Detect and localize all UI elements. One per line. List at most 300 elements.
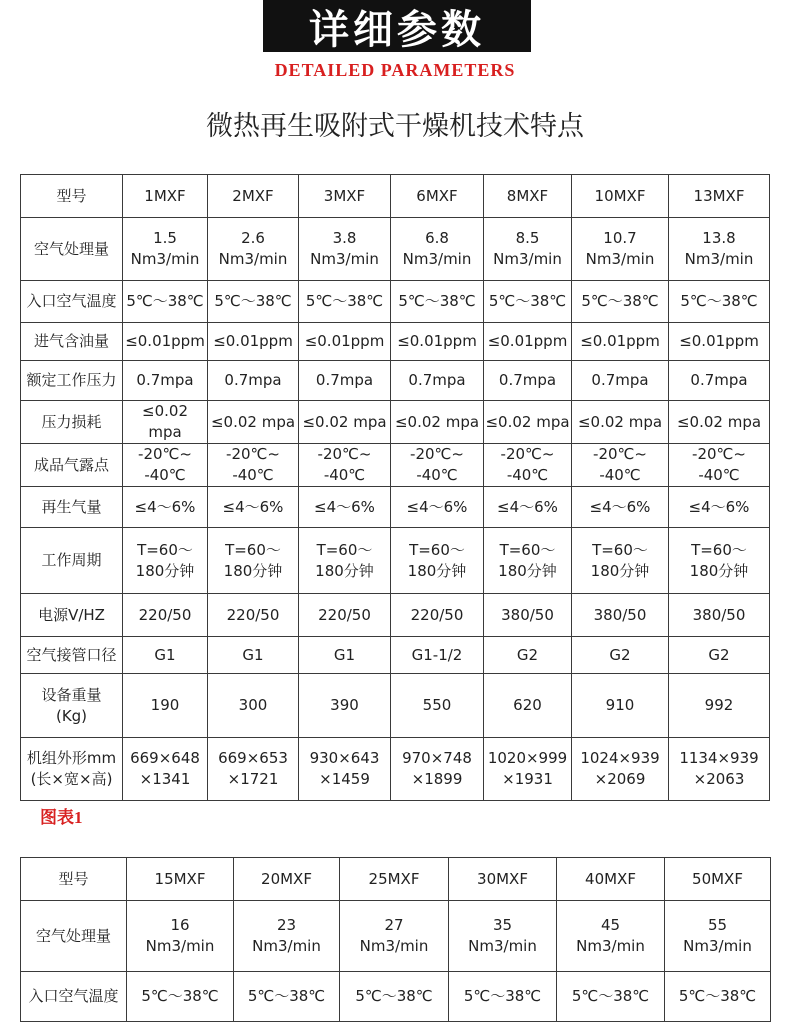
cell-value: 5℃～38℃ bbox=[678, 987, 757, 1005]
cell-value: ≤0.02 mpa bbox=[210, 412, 296, 431]
table-row bbox=[21, 401, 770, 444]
cell-value: ≤0.01ppm bbox=[125, 332, 205, 350]
cell-value: 6.8 bbox=[425, 229, 449, 247]
row-label bbox=[21, 401, 123, 444]
row-label-line: (长×宽×高) bbox=[30, 770, 113, 788]
cell-value: 1134×939 bbox=[679, 749, 759, 767]
cell-value: 5℃～38℃ bbox=[126, 292, 204, 310]
table-cell bbox=[299, 528, 391, 594]
table-cell bbox=[669, 175, 770, 218]
table-cell bbox=[484, 175, 572, 218]
cell-value: 5℃～38℃ bbox=[305, 292, 384, 310]
table-cell bbox=[669, 281, 770, 323]
cell-value: ≤0.01ppm bbox=[487, 332, 568, 350]
cell-value: 5℃～38℃ bbox=[214, 292, 292, 310]
cell-value: -20℃~ bbox=[692, 445, 746, 463]
cell-value: ≤4～6% bbox=[688, 497, 750, 516]
table-cell bbox=[391, 594, 484, 637]
cell-value: Nm3/min bbox=[576, 937, 645, 955]
cell-value: 1MXF bbox=[144, 186, 186, 205]
cell-value: 15MXF bbox=[154, 869, 206, 888]
table-cell bbox=[484, 281, 572, 323]
row-label-line: 入口空气温度 bbox=[26, 292, 117, 310]
row-label-line: 额定工作压力 bbox=[26, 371, 117, 389]
cell-value: G2 bbox=[609, 645, 631, 664]
table-cell bbox=[340, 901, 449, 972]
cell-value: T=60～ bbox=[225, 540, 281, 559]
table-cell bbox=[391, 738, 484, 801]
cell-value: 23 bbox=[276, 916, 297, 934]
cell-value: -20℃~ bbox=[410, 445, 464, 463]
table-cell bbox=[484, 594, 572, 637]
row-label-line: 空气处理量 bbox=[35, 926, 111, 945]
cell-value: 20MXF bbox=[261, 869, 312, 888]
table-cell bbox=[234, 858, 340, 901]
cell-value: ≤0.01ppm bbox=[679, 332, 759, 350]
table-cell bbox=[234, 972, 340, 1022]
table-cell bbox=[391, 175, 484, 218]
table-cell bbox=[299, 594, 391, 637]
table-row bbox=[21, 972, 771, 1022]
cell-value: ≤0.02 mpa bbox=[302, 412, 387, 431]
cell-value: 220/50 bbox=[226, 605, 280, 624]
table-cell bbox=[484, 361, 572, 401]
cell-value: 35 bbox=[492, 916, 513, 934]
row-label bbox=[21, 594, 123, 637]
row-label-line: 型号 bbox=[58, 869, 89, 888]
cell-value: 5℃～38℃ bbox=[571, 987, 650, 1005]
cell-value: T=60～ bbox=[316, 540, 373, 559]
cell-value: T=60～ bbox=[137, 540, 193, 559]
cell-value: 669×653 bbox=[218, 749, 288, 767]
cell-value: Nm3/min bbox=[585, 250, 655, 268]
cell-value: 3.8 bbox=[332, 229, 357, 247]
cell-value: -20℃~ bbox=[226, 445, 280, 463]
table-row bbox=[21, 218, 770, 281]
table-cell bbox=[208, 323, 299, 361]
table-row bbox=[21, 487, 770, 528]
table-cell bbox=[391, 674, 484, 738]
cell-value: ≤4～6% bbox=[314, 497, 375, 516]
cell-value: 10.7 bbox=[603, 229, 637, 247]
table-cell bbox=[572, 175, 669, 218]
table-cell bbox=[123, 361, 208, 401]
cell-value: 5℃～38℃ bbox=[141, 987, 219, 1005]
table-cell bbox=[665, 858, 771, 901]
cell-value: ≤0.01ppm bbox=[580, 332, 660, 350]
cell-value: ×1341 bbox=[139, 770, 191, 788]
table-cell bbox=[208, 175, 299, 218]
section-subtitle: DETAILED PARAMETERS bbox=[274, 60, 516, 80]
cell-value: 2.6 bbox=[241, 229, 265, 247]
cell-value: 5℃～38℃ bbox=[247, 987, 326, 1005]
table-cell bbox=[572, 674, 669, 738]
cell-value: 930×643 bbox=[309, 749, 380, 767]
table-cell bbox=[669, 528, 770, 594]
cell-value: Nm3/min bbox=[310, 250, 379, 268]
cell-value: 1.5 bbox=[153, 229, 177, 247]
cell-value: Nm3/min bbox=[684, 250, 754, 268]
cell-value: ×1459 bbox=[319, 770, 370, 788]
cell-value: ≤0.01ppm bbox=[397, 332, 477, 350]
table-cell bbox=[299, 401, 391, 444]
table-cell bbox=[127, 972, 234, 1022]
table-cell bbox=[234, 901, 340, 972]
table-cell bbox=[208, 594, 299, 637]
section-banner bbox=[263, 0, 531, 52]
table-cell bbox=[208, 401, 299, 444]
row-label bbox=[21, 218, 123, 281]
cell-value: 2MXF bbox=[232, 186, 274, 205]
table-cell bbox=[572, 218, 669, 281]
table-cell bbox=[391, 361, 484, 401]
table-cell bbox=[123, 401, 208, 444]
table-cell bbox=[557, 901, 665, 972]
table-cell bbox=[391, 487, 484, 528]
cell-value: 0.7mpa bbox=[315, 371, 374, 389]
table-cell bbox=[123, 637, 208, 674]
table-cell bbox=[391, 218, 484, 281]
table-cell bbox=[572, 637, 669, 674]
row-label-line: 再生气量 bbox=[41, 497, 102, 516]
table-cell bbox=[484, 674, 572, 738]
cell-value: ≤4～6% bbox=[589, 497, 651, 516]
row-label-line: 空气接管口径 bbox=[26, 645, 117, 664]
table-cell bbox=[208, 281, 299, 323]
table-cell bbox=[669, 401, 770, 444]
cell-value: 992 bbox=[704, 696, 734, 714]
cell-value: 620 bbox=[513, 696, 542, 714]
cell-value: Nm3/min bbox=[359, 937, 429, 955]
table-cell bbox=[572, 444, 669, 487]
table-cell bbox=[669, 444, 770, 487]
cell-value: ×1931 bbox=[502, 770, 553, 788]
table-cell bbox=[123, 323, 208, 361]
cell-value: ≤0.01ppm bbox=[213, 332, 293, 350]
table-row bbox=[21, 594, 770, 637]
cell-value: -40℃ bbox=[416, 466, 458, 484]
cell-value: 55 bbox=[707, 916, 728, 934]
table-cell bbox=[449, 858, 557, 901]
table-cell bbox=[123, 218, 208, 281]
cell-value: G1 bbox=[333, 645, 356, 664]
table-cell bbox=[484, 528, 572, 594]
row-label-line: 设备重量 bbox=[41, 685, 102, 704]
cell-value: ≤0.02 mpa bbox=[577, 412, 663, 431]
table-cell bbox=[391, 323, 484, 361]
cell-value: 5℃～38℃ bbox=[355, 987, 433, 1005]
cell-value: 380/50 bbox=[593, 605, 647, 624]
cell-value: -20℃~ bbox=[317, 445, 372, 463]
row-label-line: 进气含油量 bbox=[33, 332, 109, 350]
table-cell bbox=[572, 594, 669, 637]
cell-value: 1024×939 bbox=[580, 749, 660, 767]
cell-value: 220/50 bbox=[410, 605, 464, 624]
table-cell bbox=[208, 528, 299, 594]
cell-value: Nm3/min bbox=[493, 250, 562, 268]
spec-table-1 bbox=[20, 174, 770, 801]
table-cell bbox=[572, 487, 669, 528]
table-cell bbox=[123, 487, 208, 528]
table-cell bbox=[208, 444, 299, 487]
cell-value: 40MXF bbox=[585, 869, 636, 888]
cell-value: 25MXF bbox=[368, 869, 420, 888]
cell-value: 6MXF bbox=[416, 186, 458, 205]
cell-value: 550 bbox=[422, 696, 452, 714]
table-cell bbox=[123, 444, 208, 487]
row-label-line: (Kg) bbox=[55, 706, 88, 725]
cell-value: 0.7mpa bbox=[224, 371, 282, 389]
table-cell bbox=[572, 401, 669, 444]
cell-value: ≤4～6% bbox=[134, 497, 196, 516]
row-label-line: 机组外形mm bbox=[26, 749, 117, 767]
cell-value: ×2069 bbox=[594, 770, 646, 788]
cell-value: ≤0.02 mpa bbox=[394, 412, 480, 431]
cell-value: ≤0.02 mpa bbox=[676, 412, 762, 431]
cell-value: 220/50 bbox=[318, 605, 371, 624]
table-cell bbox=[391, 528, 484, 594]
table-cell bbox=[449, 972, 557, 1022]
cell-value: 180分钟 bbox=[223, 561, 283, 580]
table-cell bbox=[557, 858, 665, 901]
banner-title: 详细参数 bbox=[309, 6, 485, 53]
cell-value: Nm3/min bbox=[130, 250, 200, 268]
row-label-line: 入口空气温度 bbox=[28, 987, 119, 1005]
table-cell bbox=[127, 901, 234, 972]
row-label bbox=[21, 637, 123, 674]
table-cell bbox=[340, 858, 449, 901]
cell-value: -20℃~ bbox=[138, 445, 192, 463]
table-cell bbox=[208, 738, 299, 801]
cell-value: Nm3/min bbox=[145, 937, 215, 955]
table-cell bbox=[669, 487, 770, 528]
table-cell bbox=[299, 444, 391, 487]
table-cell bbox=[669, 323, 770, 361]
table-cell bbox=[208, 487, 299, 528]
cell-value: 0.7mpa bbox=[136, 371, 194, 389]
cell-value: -40℃ bbox=[232, 466, 274, 484]
table-cell bbox=[123, 528, 208, 594]
cell-value: 45 bbox=[600, 916, 621, 934]
cell-value: Nm3/min bbox=[252, 937, 321, 955]
table-row bbox=[21, 674, 770, 738]
cell-value: T=60～ bbox=[691, 540, 747, 559]
cell-value: 5℃～38℃ bbox=[488, 292, 567, 310]
table-row bbox=[21, 637, 770, 674]
cell-value: T=60～ bbox=[409, 540, 465, 559]
table-cell bbox=[484, 637, 572, 674]
cell-value: 970×748 bbox=[402, 749, 472, 767]
cell-value: 16 bbox=[170, 916, 190, 934]
row-label bbox=[21, 281, 123, 323]
table-cell bbox=[299, 218, 391, 281]
cell-value: 5℃～38℃ bbox=[680, 292, 758, 310]
cell-value: 5℃～38℃ bbox=[463, 987, 542, 1005]
table-cell bbox=[557, 972, 665, 1022]
table-cell bbox=[123, 281, 208, 323]
row-label bbox=[21, 972, 127, 1022]
cell-value: ≤4～6% bbox=[222, 497, 284, 516]
table-cell bbox=[299, 738, 391, 801]
row-label bbox=[21, 175, 123, 218]
cell-value: G2 bbox=[516, 645, 539, 664]
cell-value: 910 bbox=[605, 696, 635, 714]
table-cell bbox=[127, 858, 234, 901]
cell-value: G1 bbox=[154, 645, 176, 664]
table-cell bbox=[669, 594, 770, 637]
cell-value: 30MXF bbox=[477, 869, 528, 888]
row-label bbox=[21, 858, 127, 901]
cell-value: G1 bbox=[242, 645, 264, 664]
table-cell bbox=[391, 281, 484, 323]
cell-value: -40℃ bbox=[698, 466, 740, 484]
cell-value: 180分钟 bbox=[407, 561, 467, 580]
table-cell bbox=[484, 487, 572, 528]
table-row bbox=[21, 175, 770, 218]
cell-value: T=60～ bbox=[592, 540, 648, 559]
cell-value: 0.7mpa bbox=[690, 371, 748, 389]
table-cell bbox=[391, 637, 484, 674]
cell-value: ≤4～6% bbox=[406, 497, 468, 516]
cell-value: 390 bbox=[330, 696, 359, 714]
cell-value: Nm3/min bbox=[218, 250, 288, 268]
cell-value: ≤0.02 mpa bbox=[142, 402, 188, 441]
row-label bbox=[21, 738, 123, 801]
cell-value: 50MXF bbox=[692, 869, 743, 888]
cell-value: G1-1/2 bbox=[411, 645, 463, 664]
spec-table-2 bbox=[20, 857, 771, 1022]
table-cell bbox=[669, 361, 770, 401]
table-cell bbox=[123, 594, 208, 637]
cell-value: Nm3/min bbox=[683, 937, 752, 955]
table-cell bbox=[299, 674, 391, 738]
cell-value: T=60～ bbox=[499, 540, 556, 559]
table-cell bbox=[665, 901, 771, 972]
table-cell bbox=[299, 323, 391, 361]
row-label-line: 压力损耗 bbox=[41, 412, 102, 431]
table-row bbox=[21, 323, 770, 361]
cell-value: 0.7mpa bbox=[408, 371, 466, 389]
cell-value: -40℃ bbox=[144, 466, 186, 484]
table-cell bbox=[572, 361, 669, 401]
row-label bbox=[21, 528, 123, 594]
table-cell bbox=[299, 175, 391, 218]
row-label-line: 电源V/HZ bbox=[38, 605, 105, 624]
table-cell bbox=[208, 218, 299, 281]
table-cell bbox=[669, 674, 770, 738]
table-cell bbox=[669, 218, 770, 281]
table-cell bbox=[484, 218, 572, 281]
cell-value: 180分钟 bbox=[689, 561, 749, 580]
cell-value: -40℃ bbox=[599, 466, 641, 484]
table-cell bbox=[299, 637, 391, 674]
table-cell bbox=[123, 738, 208, 801]
row-label bbox=[21, 444, 123, 487]
cell-value: 8.5 bbox=[515, 229, 540, 247]
cell-value: 380/50 bbox=[692, 605, 746, 624]
cell-value: ×1899 bbox=[411, 770, 463, 788]
table-cell bbox=[669, 637, 770, 674]
cell-value: -20℃~ bbox=[593, 445, 647, 463]
table-row bbox=[21, 444, 770, 487]
cell-value: 669×648 bbox=[130, 749, 200, 767]
cell-value: 0.7mpa bbox=[498, 371, 557, 389]
cell-value: G2 bbox=[708, 645, 730, 664]
cell-value: 190 bbox=[150, 696, 180, 714]
cell-value: 180分钟 bbox=[590, 561, 650, 580]
cell-value: 220/50 bbox=[138, 605, 192, 624]
table-cell bbox=[572, 281, 669, 323]
table-cell bbox=[391, 401, 484, 444]
table-row bbox=[21, 361, 770, 401]
cell-value: Nm3/min bbox=[468, 937, 537, 955]
cell-value: ≤0.02 mpa bbox=[485, 412, 570, 431]
cell-value: 1020×999 bbox=[487, 749, 568, 767]
table-cell bbox=[123, 175, 208, 218]
table-cell bbox=[665, 972, 771, 1022]
table-cell bbox=[572, 323, 669, 361]
cell-value: 180分钟 bbox=[315, 561, 374, 580]
cell-value: 5℃～38℃ bbox=[581, 292, 659, 310]
table-cell bbox=[484, 444, 572, 487]
table-row bbox=[21, 528, 770, 594]
page-title: 微热再生吸附式干燥机技术特点 bbox=[206, 111, 584, 142]
row-label bbox=[21, 674, 123, 738]
cell-value: -40℃ bbox=[323, 466, 366, 484]
cell-value: ×2063 bbox=[693, 770, 745, 788]
table-cell bbox=[123, 674, 208, 738]
cell-value: 13.8 bbox=[702, 229, 736, 247]
cell-value: 0.7mpa bbox=[591, 371, 649, 389]
table-cell bbox=[340, 972, 449, 1022]
table-row bbox=[21, 858, 771, 901]
table-cell bbox=[208, 361, 299, 401]
table-cell bbox=[484, 323, 572, 361]
table-cell bbox=[208, 637, 299, 674]
table-cell bbox=[484, 401, 572, 444]
cell-value: 10MXF bbox=[594, 186, 646, 205]
table-cell bbox=[572, 738, 669, 801]
cell-value: 180分钟 bbox=[498, 561, 557, 580]
table-row bbox=[21, 901, 771, 972]
cell-value: Nm3/min bbox=[402, 250, 472, 268]
table-cell bbox=[391, 444, 484, 487]
cell-value: 300 bbox=[238, 696, 268, 714]
row-label-line: 工作周期 bbox=[41, 551, 102, 569]
cell-value: 3MXF bbox=[323, 186, 366, 205]
cell-value: ≤4～6% bbox=[497, 497, 558, 516]
cell-value: 13MXF bbox=[693, 186, 745, 205]
table-cell bbox=[299, 487, 391, 528]
table-cell bbox=[669, 738, 770, 801]
cell-value: 180分钟 bbox=[135, 561, 195, 580]
row-label-line: 型号 bbox=[56, 186, 87, 205]
table-cell bbox=[299, 361, 391, 401]
cell-value: 5℃～38℃ bbox=[398, 292, 476, 310]
row-label bbox=[21, 487, 123, 528]
cell-value: 8MXF bbox=[506, 186, 549, 205]
row-label-line: 成品气露点 bbox=[33, 455, 109, 474]
cell-value: 380/50 bbox=[501, 605, 554, 624]
cell-value: ≤0.01ppm bbox=[304, 332, 385, 350]
table-row bbox=[21, 281, 770, 323]
cell-value: 27 bbox=[384, 916, 404, 934]
table-cell bbox=[484, 738, 572, 801]
cell-value: -20℃~ bbox=[500, 445, 555, 463]
table-row bbox=[21, 738, 770, 801]
cell-value: -40℃ bbox=[506, 466, 549, 484]
cell-value: ×1721 bbox=[227, 770, 279, 788]
